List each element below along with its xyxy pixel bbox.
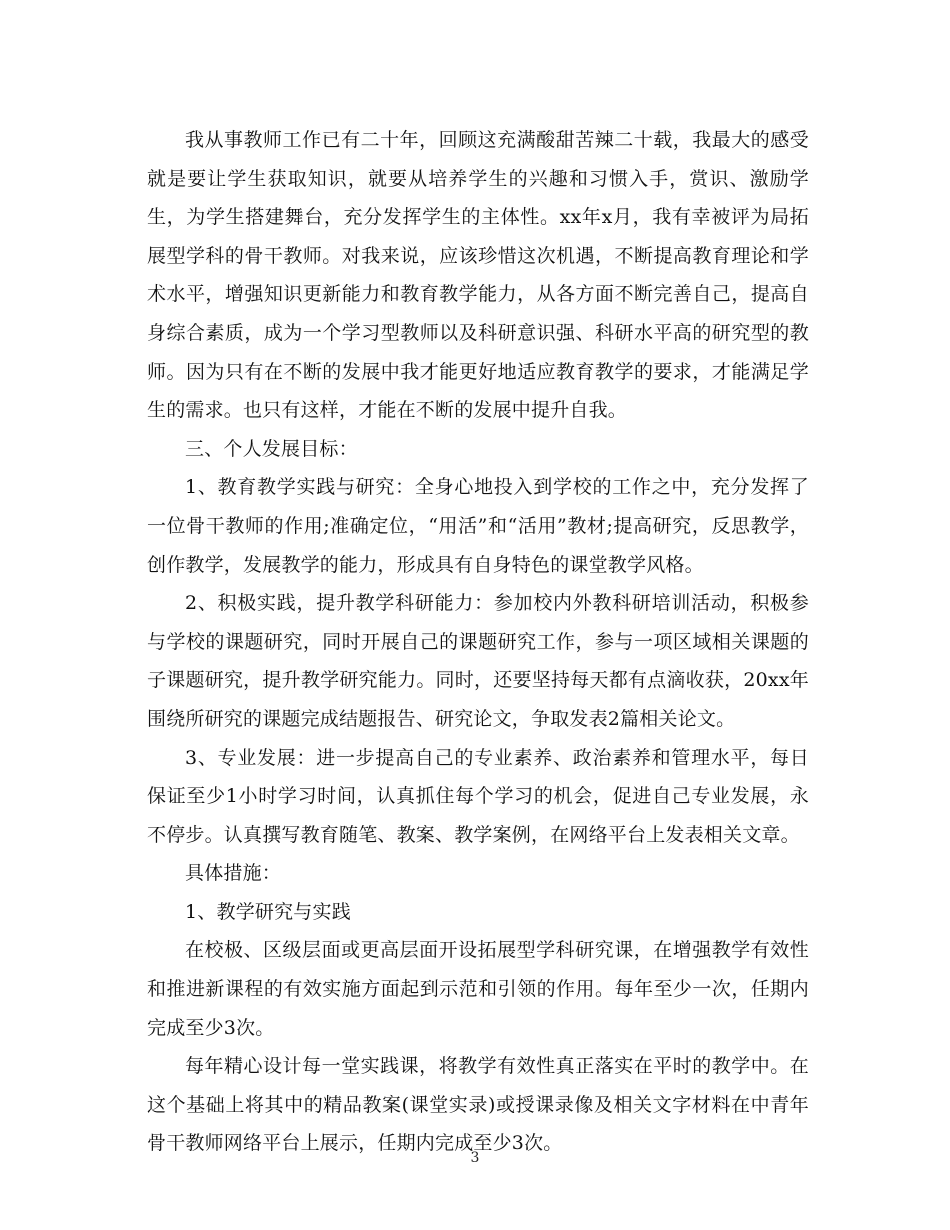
heading-specific-measures: 具体措施： bbox=[185, 862, 282, 885]
page-number: 3 bbox=[470, 1150, 480, 1166]
paragraph-intro-reflection: 我从事教师工作已有二十年，回顾这充满酸甜苦辣二十载，我最大的感受就是要让学生获取知识，就要从培养学生的兴趣和习惯入手，赏识、激励学生，为学生搭建舞台，充分发挥学生的主体性。xx年x月，我有幸被评为局拓展型学科的骨干教师。对我来说，应该珍惜这次机遇，不断提高教育理论和学术水平，增强知识更新能力和教育教学能力，从各方面不断完善自己，提高自身综合素质，成为一个学习型教师以及科研意识强、科研水平高的研究型的教师。因为只有在不断的发展中我才能更好地适应教育教学的要求，才能满足学生的需求。也只有这样，才能在不断的发展中提升自我。 bbox=[147, 129, 809, 422]
paragraph-practice-lessons: 每年精心设计每一堂实践课，将教学有效性真正落实在平时的教学中。在这个基础上将其中的精品教案(课堂实录)或授课录像及相关文字材料在中青年骨干教师网络平台上展示，任期内完成至少3次。 bbox=[147, 1055, 809, 1155]
heading-measure-teaching-research: 1、教学研究与实践 bbox=[185, 900, 351, 923]
document-body bbox=[147, 121, 809, 1163]
paragraph-goal-professional-development: 3、专业发展：进一步提高自己的专业素养、政治素养和管理水平，每日保证至少1小时学习时间，认真抓住每个学习的机会，促进自己专业发展，永不停步。认真撰写教育随笔、教案、教学案例，在网络平台上发表相关文章。 bbox=[147, 746, 809, 846]
paragraph-goal-teaching-research: 1、教育教学实践与研究：全身心地投入到学校的工作之中，充分发挥了一位骨干教师的作用;准确定位，“用活”和“活用”教材;提高研究，反思教学，创作教学，发展教学的能力，形成具有自身特色的课堂教学风格。 bbox=[147, 476, 809, 576]
heading-personal-goals: 三、个人发展目标： bbox=[185, 437, 358, 460]
paragraph-goal-research-ability: 2、积极实践，提升教学科研能力：参加校内外教科研培训活动，积极参与学校的课题研究，同时开展自己的课题研究工作，参与一项区域相关课题的子课题研究，提升教学研究能力。同时，还要坚持每天都有点滴收获，20xx年围绕所研究的课题完成结题报告、研究论文，争取发表2篇相关论文。 bbox=[147, 592, 809, 730]
paragraph-research-lessons: 在校极、区级层面或更高层面开设拓展型学科研究课，在增强教学有效性和推进新课程的有效实施方面起到示范和引领的作用。每年至少一次，任期内完成至少3次。 bbox=[147, 939, 809, 1039]
